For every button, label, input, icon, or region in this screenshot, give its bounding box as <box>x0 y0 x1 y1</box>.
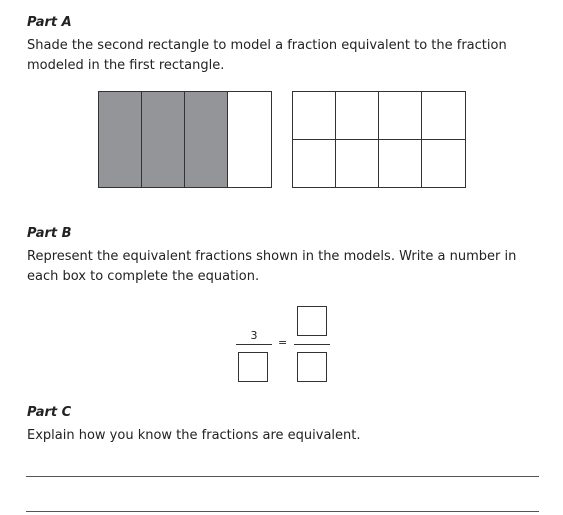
equals-sign: = <box>278 336 288 349</box>
left-fraction-bar <box>236 344 272 345</box>
model-2-part[interactable] <box>379 92 422 140</box>
answer-line[interactable] <box>26 476 539 477</box>
part-a-heading: Part A <box>27 15 72 30</box>
right-denominator-box[interactable] <box>297 352 327 382</box>
left-denominator-box[interactable] <box>238 352 268 382</box>
model-2-part[interactable] <box>422 92 465 140</box>
model-2-part[interactable] <box>422 140 465 188</box>
right-fraction-bar <box>294 344 330 345</box>
model-2-part[interactable] <box>293 140 336 188</box>
model-1-part <box>142 92 185 187</box>
right-numerator-box[interactable] <box>297 306 327 336</box>
second-rectangle-model[interactable] <box>292 91 466 188</box>
left-numerator: 3 <box>250 329 258 342</box>
part-b-heading: Part B <box>27 226 72 241</box>
part-b-instruction: Represent the equivalent fractions shown in the models. Write a number in each box to complete the equation. <box>27 249 517 284</box>
model-2-part[interactable] <box>379 140 422 188</box>
part-a-instruction: Shade the second rectangle to model a fraction equivalent to the fraction modeled in the first rectangle. <box>27 38 507 73</box>
model-1-part <box>185 92 228 187</box>
model-2-part[interactable] <box>336 92 379 140</box>
model-1-part <box>99 92 142 187</box>
part-c-instruction: Explain how you know the fractions are equivalent. <box>27 428 361 443</box>
first-rectangle-model <box>98 91 272 188</box>
model-2-part[interactable] <box>336 140 379 188</box>
model-1-part <box>228 92 271 187</box>
answer-line[interactable] <box>26 511 539 512</box>
model-2-part[interactable] <box>293 92 336 140</box>
part-c-heading: Part C <box>27 405 72 420</box>
